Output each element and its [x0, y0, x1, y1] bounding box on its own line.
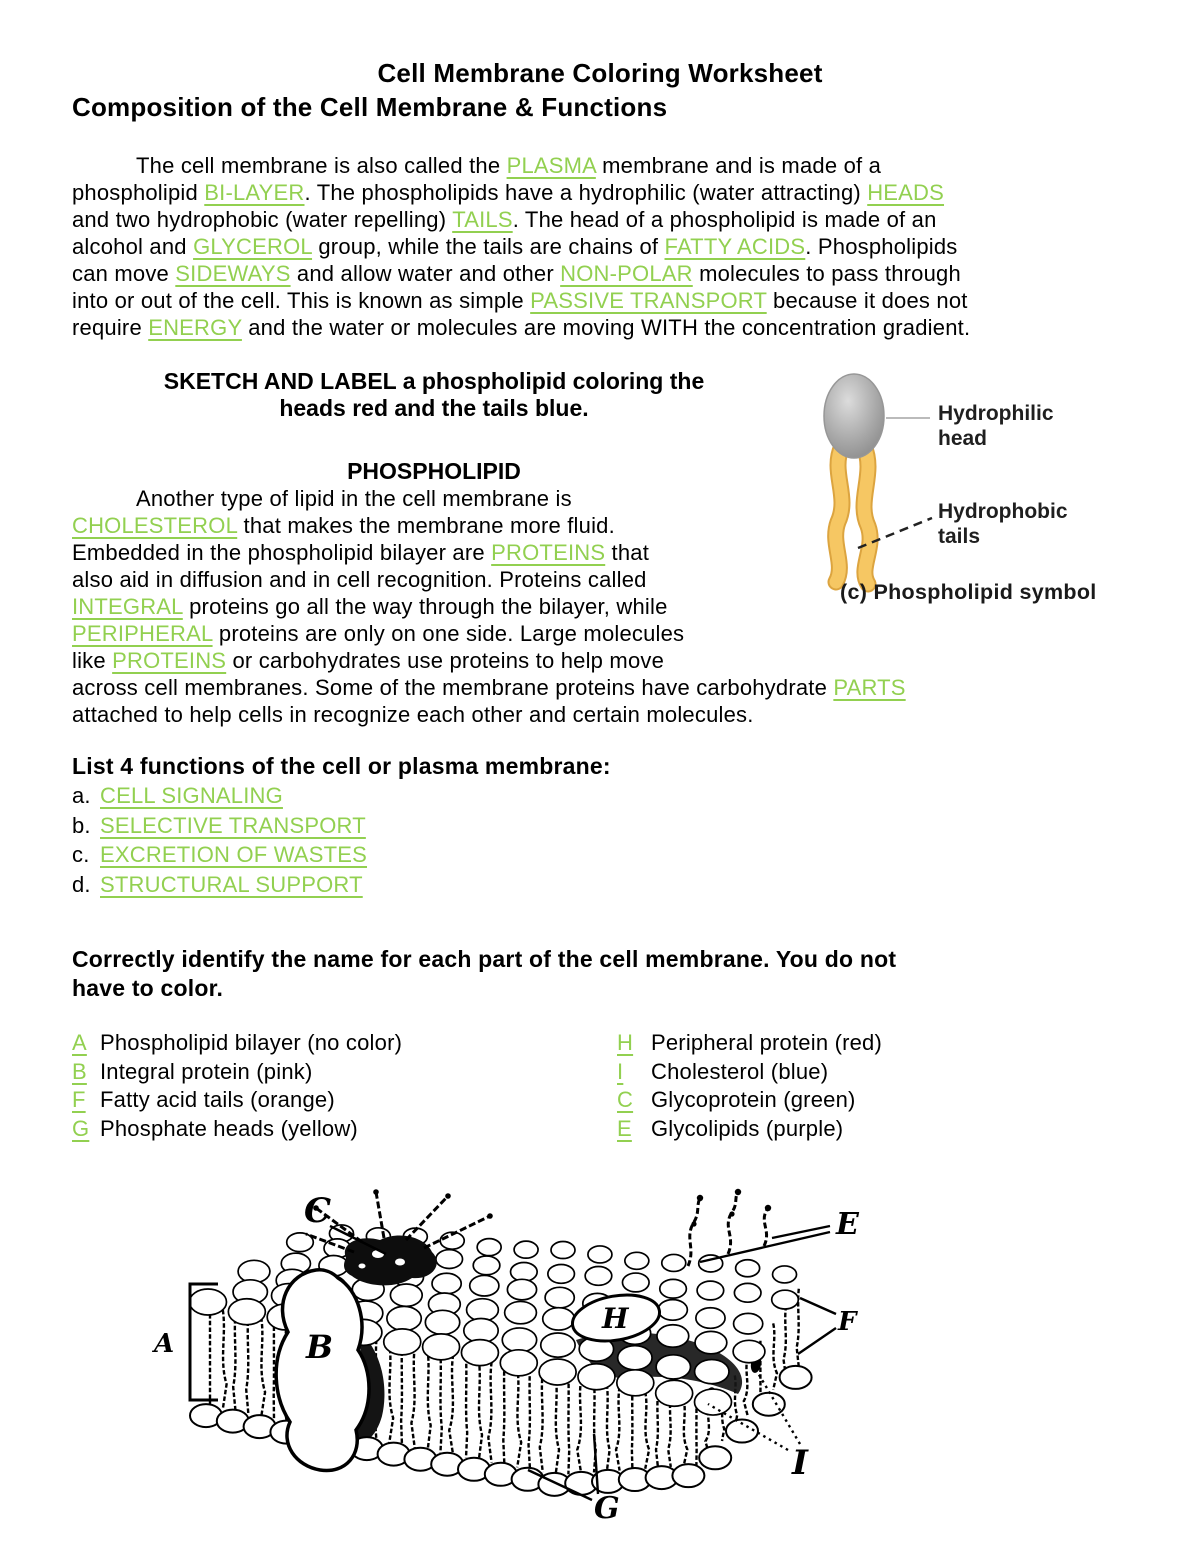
function-item: d. STRUCTURAL SUPPORT [72, 871, 363, 897]
function-answer: STRUCTURAL SUPPORT [100, 871, 363, 897]
sketch-section [72, 368, 906, 728]
hydrophobic-tails-shape [836, 446, 870, 584]
phospholipid-heading: PHOSPHOLIPID [347, 458, 521, 484]
label-a: A [154, 1329, 175, 1359]
identify-right-column [617, 1029, 1128, 1143]
identify-left-column [72, 1029, 617, 1143]
key-row: E Glycolipids (purple) [617, 1115, 844, 1141]
function-answer: CELL SIGNALING [100, 783, 283, 808]
label-h: H [602, 1302, 629, 1335]
key-row: A Phospholipid bilayer (no color) [72, 1030, 403, 1055]
function-answer: SELECTIVE TRANSPORT [100, 812, 366, 838]
membrane-illustration [148, 1182, 908, 1550]
label-b: B [306, 1328, 334, 1366]
key-row: I Cholesterol (blue) [617, 1058, 829, 1084]
hydrophilic-head-label: Hydrophilic [938, 402, 1054, 425]
svg-text:tails: tails [938, 525, 981, 548]
identify-heading: Correctly identify the name for each part of the cell membrane. You do not have to color. [72, 946, 897, 1001]
identify-section [72, 945, 1128, 1143]
glycolipid-chain-beads [691, 1189, 771, 1227]
label-c: C [304, 1191, 332, 1231]
key-row: H Peripheral protein (red) [617, 1030, 883, 1055]
function-item: b. SELECTIVE TRANSPORT [72, 812, 366, 838]
figure-caption: (c) Phospholipid symbol [840, 580, 1097, 604]
intro-paragraph: The cell membrane is also called the PLASMA membrane and is made of a phospholipid BI-LAYER. The phospholipids have a hydrophilic (water attracting) HEADS and two hydrophobic (water repelling) TAILS. The head of a phospholipid is made of an alcohol and GLYCEROL group, while the tails are chains of FATTY ACIDS. Phospholipids can move SIDEWAYS and allow water and other NON-POLAR molecules to pass through into or out of the cell. This is known as simple PASSIVE TRANSPORT because it does not require ENERGY and the water or molecules are moving WITH the concentration gradient. [72, 153, 971, 340]
hydrophobic-tails-label: Hydrophobic [938, 500, 1068, 523]
functions-heading: List 4 functions of the cell or plasma membrane: [72, 753, 611, 779]
key-row: G Phosphate heads (yellow) [72, 1115, 358, 1141]
identify-columns [72, 1029, 1128, 1143]
phospholipid-symbol-illustration [796, 368, 1136, 613]
phospholipid-figure [796, 368, 1136, 613]
function-answer: EXCRETION OF WASTES [100, 842, 368, 867]
integral-protein-shape [276, 1270, 369, 1471]
label-e: E [836, 1207, 859, 1242]
functions-section [72, 752, 1128, 898]
key-row: C Glycoprotein (green) [617, 1087, 856, 1112]
label-g: G [594, 1491, 620, 1526]
function-item: c. EXCRETION OF WASTES [72, 842, 368, 867]
cell-membrane-diagram [148, 1182, 908, 1550]
label-f: F [838, 1307, 857, 1337]
sketch-instruction: SKETCH AND LABEL a phospholipid coloring the heads red and the tails blue. [163, 368, 705, 421]
page-title: Cell Membrane Coloring Worksheet [377, 58, 823, 88]
key-row: B Integral protein (pink) [72, 1058, 313, 1084]
label-i: I [792, 1443, 808, 1483]
hydrophilic-head-shape [824, 374, 884, 458]
key-row: F Fatty acid tails (orange) [72, 1087, 335, 1112]
svg-text:head: head [938, 427, 988, 450]
function-item: a. CELL SIGNALING [72, 783, 283, 808]
page-subtitle: Composition of the Cell Membrane & Functions [72, 92, 668, 122]
body-paragraph-2: Another type of lipid in the cell membrane is CHOLESTEROL that makes the membrane more fluid. Embedded in the phospholipid bilayer are PROTEINS that also aid in diffusion and in cell recognition. Proteins called INTEGRAL proteins go all the way through the bilayer, while PERIPHERAL proteins are only on one side. Large molecules like PROTEINS or carbohydrates use proteins to help move across cell membranes. Some of the membrane proteins have carbohydrate PARTS attached to help cells in recognize each other and certain molecules. [72, 486, 906, 727]
